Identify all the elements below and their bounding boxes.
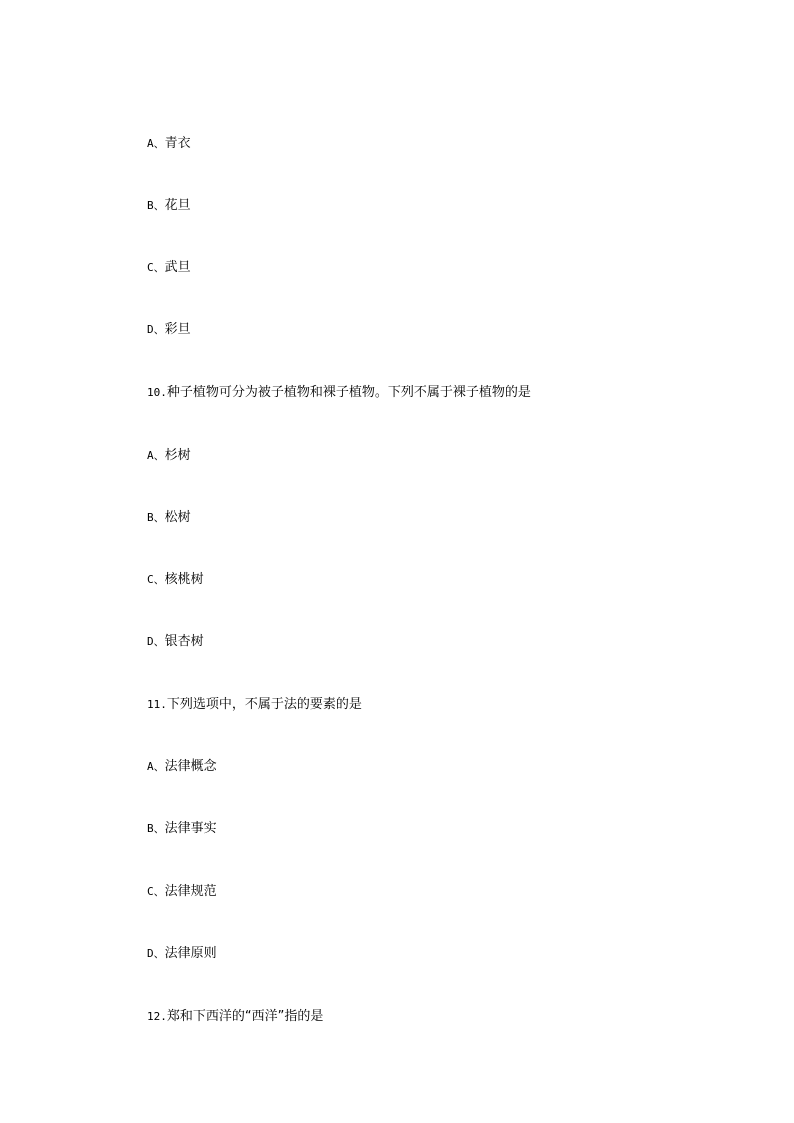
option-10d (147, 634, 204, 650)
option-letter: B、 (147, 199, 165, 212)
option-letter: C、 (147, 573, 165, 586)
option-text: 银杏树 (164, 634, 204, 649)
option-text: 杉树 (164, 448, 191, 463)
option-9c (147, 260, 191, 276)
option-text: 彩旦 (164, 322, 191, 337)
option-11a (147, 759, 217, 775)
option-letter: D、 (147, 947, 165, 960)
option-text: 法律原则 (164, 946, 217, 961)
option-10c (147, 572, 204, 588)
option-text: 法律规范 (164, 884, 217, 899)
option-text: 法律概念 (164, 759, 217, 774)
option-11c (147, 884, 217, 900)
option-letter: B、 (147, 511, 165, 524)
option-11b (147, 821, 217, 837)
option-9a (147, 136, 191, 152)
option-letter: A、 (147, 449, 165, 462)
option-9d (147, 322, 191, 338)
option-10b (147, 510, 191, 526)
option-text: 松树 (164, 510, 191, 525)
option-letter: C、 (147, 885, 165, 898)
question-12 (147, 1009, 323, 1025)
question-number: 12. (147, 1010, 167, 1023)
question-text: 下列选项中，不属于法的要素的是 (166, 697, 362, 712)
option-text: 青衣 (164, 136, 191, 151)
question-text: 郑和下西洋的“西洋”指的是 (166, 1009, 324, 1024)
option-text: 武旦 (164, 260, 191, 275)
question-text: 种子植物可分为被子植物和裸子植物。下列不属于裸子植物的是 (166, 385, 531, 400)
question-number: 11. (147, 698, 167, 711)
option-9b (147, 198, 191, 214)
option-letter: A、 (147, 760, 165, 773)
option-letter: D、 (147, 323, 165, 336)
option-letter: B、 (147, 822, 165, 835)
option-letter: D、 (147, 635, 165, 648)
option-letter: C、 (147, 261, 165, 274)
option-text: 核桃树 (164, 572, 204, 587)
option-10a (147, 448, 191, 464)
option-11d (147, 946, 217, 962)
option-letter: A、 (147, 137, 165, 150)
question-10 (147, 385, 531, 401)
option-text: 法律事实 (164, 821, 217, 836)
option-text: 花旦 (164, 198, 191, 213)
question-number: 10. (147, 386, 167, 399)
question-11 (147, 697, 362, 713)
